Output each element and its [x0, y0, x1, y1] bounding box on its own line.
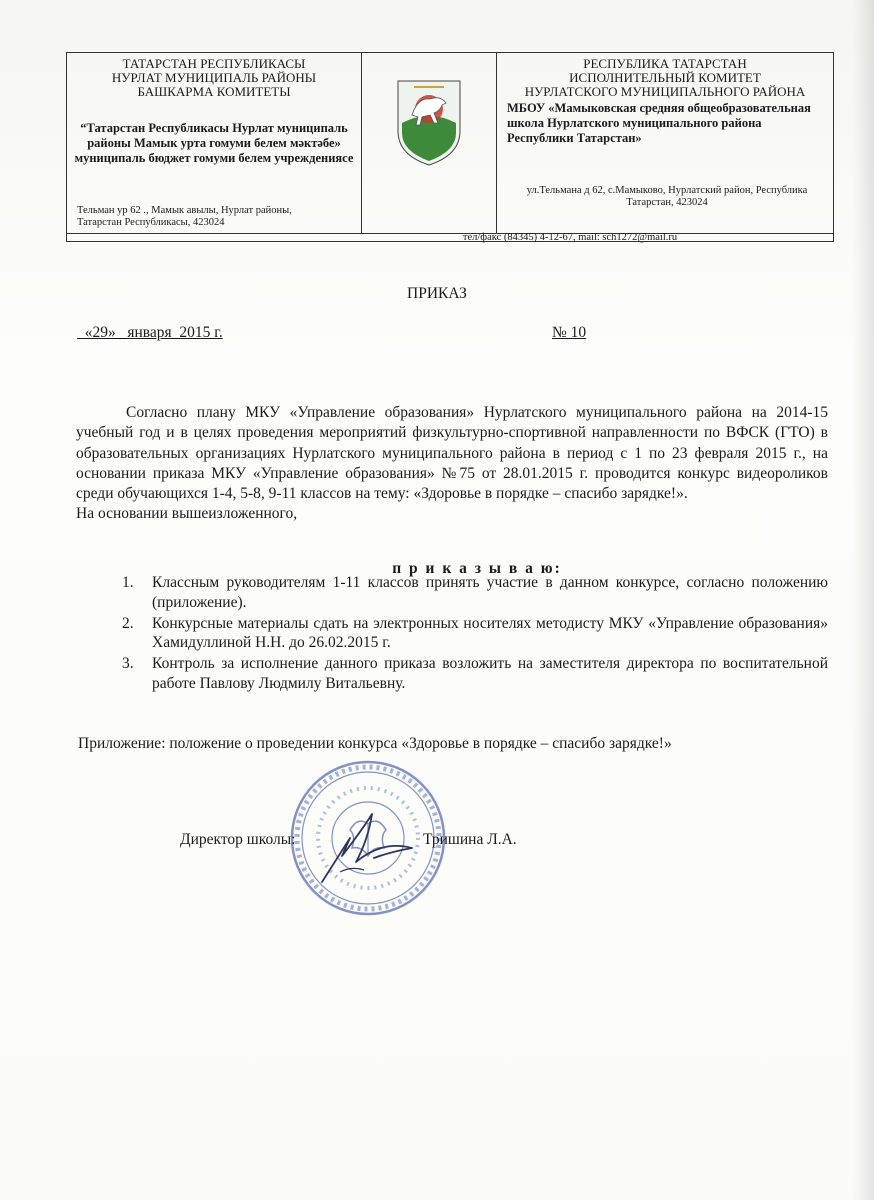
order-date: «29» января 2015 г.	[77, 324, 223, 341]
tatar-address	[77, 205, 292, 229]
order-number: № 10	[552, 324, 587, 341]
list-item	[120, 654, 828, 693]
basis-line: На основании вышеизложенного,	[76, 505, 298, 523]
appendix-note: Приложение: положение о проведении конкурса «Здоровье в порядке – спасибо зарядке!»	[78, 735, 672, 752]
tatar-address-line-2: Татарстан Республикасы, 423024	[77, 217, 225, 228]
list-item	[120, 573, 828, 612]
russian-school-name: МБОУ «Мамыковская средняя общеобразовательная школа Нурлатского муниципального района Республики Татарстан»	[507, 101, 811, 145]
russian-caps-line-3: НУРЛАТСКОГО МУНИЦИПАЛЬНОГО РАЙОНА	[524, 84, 806, 99]
tatar-school-name: “Татарстан Республикасы Нурлат муниципаль районы Мамык урта гомуми белем мәктәбе» муниципаль бюджет гомуми белем учреждениясе	[74, 121, 354, 165]
director-name: Тришина Л.А.	[423, 831, 517, 848]
tatar-caps-line-2: НУРЛАТ МУНИЦИПАЛЬ РАЙОНЫ	[111, 70, 317, 85]
list-item-text: Конкурсные материалы сдать на электронных носителях методисту МКУ «Управление образования» Хамидуллиной Н.Н. до 26.02.2015 г.	[152, 614, 828, 651]
main-paragraph: Согласно плану МКУ «Управление образования» Нурлатского муниципального района на 2014-15 учебный год и в целях проведения мероприятий физкультурно-спортивной направленности по ВФСК (ГТО) в образовательных организациях Нурлатского муниципального района в период с 1 по 23 февраля 2015 г., на основании приказа МКУ «Управление образования» №75 от 28.01.2015 г. проводится конкурс видеороликов среди обучающихся 1-4, 5-8, 9-11 классов на тему: «Здоровье в порядке – спасибо зарядке!».	[76, 404, 828, 503]
scan-edge-shadow	[852, 0, 874, 1200]
list-item-text: Классным руководителям 1-11 классов принять участие в данном конкурсе, согласно положению (приложение).	[152, 574, 828, 611]
tatar-caps-line-1: ТАТАРСТАН РЕСПУБЛИКАСЫ	[122, 56, 306, 71]
list-item-number: 3.	[122, 655, 134, 672]
tatar-caps-line-3: БАШКАРМА КОМИТЕТЫ	[137, 84, 291, 99]
russian-caps-line-2: ИСПОЛНИТЕЛЬНЫЙ КОМИТЕТ	[569, 70, 761, 85]
list-item-text: Контроль за исполнение данного приказа возложить на заместителя директора по воспитательной работе Павлову Людмилу Витальевну.	[152, 655, 828, 692]
list-item	[120, 614, 828, 653]
contact-line: тел/факс (84345) 4-12-67, mail: sch1272@mail.ru	[462, 232, 678, 243]
document-body	[76, 403, 828, 525]
list-item-number: 2.	[122, 614, 134, 632]
russian-address: ул.Тельмана д 62, с.Мамыково, Нурлатский район, Республика Татарстан, 423024	[526, 185, 808, 208]
letterhead-tatar-column	[67, 53, 362, 233]
director-label: Директор школы:	[180, 831, 296, 848]
russian-authority	[497, 57, 833, 99]
signature-icon	[312, 800, 422, 890]
order-items-list	[120, 573, 828, 695]
list-item-number: 1.	[122, 574, 134, 591]
tatar-address-line-1: Тельман ур 62 ., Мамык авылы, Нурлат районы,	[77, 205, 292, 216]
letterhead	[66, 52, 834, 242]
letterhead-emblem-column	[362, 53, 497, 233]
coat-of-arms-icon	[394, 75, 464, 167]
letterhead-russian-column	[497, 53, 833, 233]
order-heading: п р и к а з ы в а ю:	[392, 560, 562, 577]
russian-caps-line-1: РЕСПУБЛИКА ТАТАРСТАН	[583, 56, 747, 71]
document-title: ПРИКАЗ	[407, 285, 467, 302]
tatar-authority	[67, 57, 361, 99]
